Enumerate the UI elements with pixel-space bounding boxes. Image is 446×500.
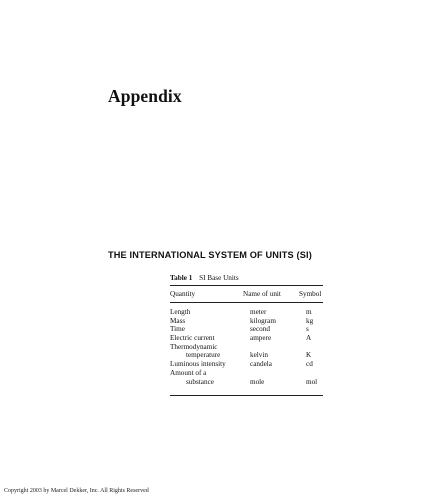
cell-name-of-unit: kelvin <box>250 351 268 360</box>
cell-name-of-unit: second <box>250 325 270 334</box>
cell-symbol: mol <box>306 377 318 386</box>
cell-quantity: Time <box>170 325 185 334</box>
table-row <box>170 334 323 343</box>
table-caption-text: SI Base Units <box>199 274 239 282</box>
cell-quantity: Thermodynamic <box>170 342 218 351</box>
table-row <box>170 378 323 387</box>
page-title: Appendix <box>108 86 182 106</box>
table-header-name-of-unit: Name of unit <box>243 290 281 298</box>
table-caption <box>170 274 239 282</box>
cell-symbol: m <box>306 308 312 316</box>
table-body <box>170 308 323 386</box>
cell-symbol: s <box>306 325 309 334</box>
table-row <box>170 308 323 317</box>
table-row <box>170 369 323 378</box>
table-row <box>170 351 323 360</box>
table-row <box>170 317 323 326</box>
table-bottom-rule <box>170 395 323 396</box>
table-row <box>170 343 323 352</box>
cell-quantity: substance <box>186 377 214 386</box>
cell-name-of-unit: candela <box>250 360 272 369</box>
cell-quantity: Luminous intensity <box>170 360 226 369</box>
table-header-symbol: Symbol <box>299 290 322 298</box>
table-top-rule <box>170 285 323 286</box>
table-row <box>170 360 323 369</box>
cell-quantity: Amount of a <box>170 368 207 377</box>
table-header-rule <box>170 302 323 303</box>
cell-quantity: temperature <box>186 351 221 360</box>
cell-name-of-unit: kilogram <box>250 316 276 325</box>
table-caption-label: Table 1 <box>170 274 193 282</box>
cell-symbol: cd <box>306 360 313 369</box>
cell-quantity: Length <box>170 308 191 316</box>
cell-name-of-unit: ampere <box>250 334 272 343</box>
table-row <box>170 325 323 334</box>
section-heading: THE INTERNATIONAL SYSTEM OF UNITS (SI) <box>108 250 312 260</box>
cell-symbol: A <box>306 334 312 343</box>
cell-symbol: K <box>306 351 312 360</box>
cell-quantity: Electric current <box>170 334 215 343</box>
copyright-footer: Copyright 2003 by Marcel Dekker, Inc. All Rights Reserved <box>4 488 149 494</box>
table-header-quantity: Quantity <box>170 290 196 298</box>
cell-name-of-unit: meter <box>250 308 267 316</box>
cell-symbol: kg <box>306 316 314 325</box>
cell-name-of-unit: mole <box>250 377 265 386</box>
cell-quantity: Mass <box>170 316 186 325</box>
